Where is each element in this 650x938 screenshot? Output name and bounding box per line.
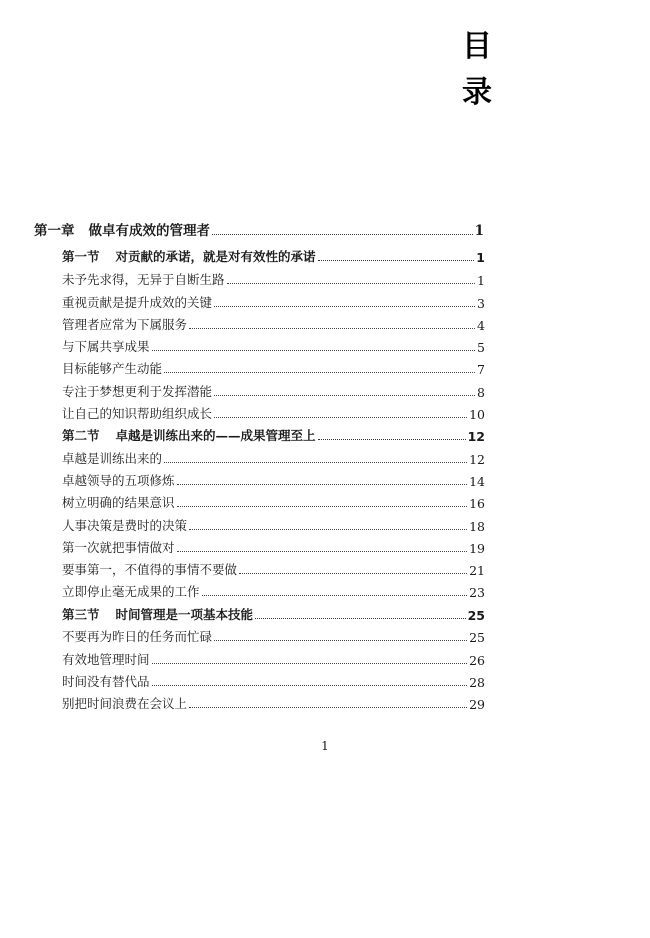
- entry-title: 管理者应常为下属服务: [62, 317, 188, 332]
- entry-page: 16: [469, 496, 485, 511]
- toc-entry[interactable]: [62, 268, 485, 288]
- toc-entry[interactable]: [62, 558, 485, 578]
- toc-entry[interactable]: [62, 291, 485, 311]
- entry-page: 3: [477, 296, 485, 311]
- entry-page: 10: [469, 407, 485, 422]
- dot-leader: [214, 306, 475, 307]
- dot-leader: [318, 439, 466, 440]
- toc-section-1[interactable]: [62, 245, 485, 265]
- toc-entry[interactable]: [62, 514, 485, 534]
- toc-heading-char-1: 目: [462, 29, 492, 64]
- entry-title: 目标能够产生动能: [62, 361, 163, 376]
- dot-leader: [214, 417, 467, 418]
- entry-title: 专注于梦想更利于发挥潜能: [62, 384, 213, 399]
- toc-entry[interactable]: [62, 447, 485, 467]
- entry-page: 7: [477, 362, 485, 377]
- toc-entry[interactable]: [62, 335, 485, 355]
- entry-page: 21: [469, 563, 485, 578]
- entry-title: 重视贡献是提升成效的关键: [62, 295, 213, 310]
- section-page: 25: [467, 608, 485, 623]
- entry-title: 未予先求得，无异于自断生路: [62, 272, 225, 287]
- dot-leader: [152, 685, 468, 686]
- entry-page: 8: [477, 385, 485, 400]
- dot-leader: [255, 618, 466, 619]
- dot-leader: [202, 595, 468, 596]
- entry-title: 与下属共享成果: [62, 339, 150, 354]
- dot-leader: [227, 283, 475, 284]
- dot-leader: [189, 328, 475, 329]
- toc-entry[interactable]: [62, 402, 485, 422]
- entry-title: 别把时间浪费在会议上: [62, 696, 188, 711]
- toc-entry[interactable]: [62, 380, 485, 400]
- dot-leader: [239, 573, 467, 574]
- toc-entry[interactable]: [62, 692, 485, 712]
- toc-entry[interactable]: [62, 536, 485, 556]
- dot-leader: [177, 506, 468, 507]
- chapter-title: 做卓有成效的管理者: [88, 223, 210, 239]
- entry-page: 4: [477, 318, 485, 333]
- section-title: 时间管理是一项基本技能: [115, 607, 254, 622]
- toc-heading: [462, 24, 502, 116]
- entry-page: 29: [469, 697, 485, 712]
- entry-page: 19: [469, 541, 485, 556]
- dot-leader: [318, 260, 475, 261]
- section-label: 第二节: [62, 428, 100, 443]
- dot-leader: [212, 234, 473, 235]
- entry-title: 人事决策是费时的决策: [62, 518, 188, 533]
- toc-entry[interactable]: [62, 648, 485, 668]
- dot-leader: [189, 707, 467, 708]
- section-title: 对贡献的承诺，就是对有效性的承诺: [115, 249, 316, 264]
- entry-page: 12: [469, 452, 485, 467]
- entry-title: 卓越领导的五项修炼: [62, 473, 175, 488]
- dot-leader: [189, 529, 467, 530]
- section-label: 第三节: [62, 607, 100, 622]
- entry-title: 树立明确的结果意识: [62, 495, 175, 510]
- toc-entry[interactable]: [62, 625, 485, 645]
- entry-page: 14: [469, 474, 485, 489]
- entry-title: 不要再为昨日的任务而忙碌: [62, 629, 213, 644]
- entry-title: 立即停止毫无成果的工作: [62, 584, 200, 599]
- toc-entry[interactable]: [62, 491, 485, 511]
- dot-leader: [177, 551, 468, 552]
- dot-leader: [177, 484, 468, 485]
- section-page: 12: [467, 429, 485, 444]
- entry-page: 18: [469, 519, 485, 534]
- chapter-label: 第一章: [34, 223, 75, 239]
- entry-page: 5: [477, 340, 485, 355]
- dot-leader: [152, 663, 468, 664]
- toc-section-3[interactable]: [62, 603, 485, 623]
- dot-leader: [152, 350, 475, 351]
- entry-title: 有效地管理时间: [62, 652, 150, 667]
- entry-page: 23: [469, 585, 485, 600]
- entry-title: 要事第一，不值得的事情不要做: [62, 562, 238, 577]
- dot-leader: [164, 372, 475, 373]
- dot-leader: [214, 395, 475, 396]
- toc-entry[interactable]: [62, 313, 485, 333]
- dot-leader: [164, 462, 467, 463]
- section-label: 第一节: [62, 249, 100, 264]
- entry-title: 第一次就把事情做对: [62, 540, 175, 555]
- entry-page: 26: [469, 653, 485, 668]
- toc-entry[interactable]: [62, 357, 485, 377]
- toc-entry[interactable]: [62, 670, 485, 690]
- toc-entry[interactable]: [62, 580, 485, 600]
- toc-entry[interactable]: [62, 469, 485, 489]
- toc-section-2[interactable]: [62, 424, 485, 444]
- entry-title: 让自己的知识帮助组织成长: [62, 406, 213, 421]
- entry-page: 25: [469, 630, 485, 645]
- section-title: 卓越是训练出来的——成果管理至上: [115, 428, 316, 443]
- entry-title: 卓越是训练出来的: [62, 451, 163, 466]
- toc-chapter-1[interactable]: [34, 219, 484, 239]
- dot-leader: [214, 640, 467, 641]
- toc-heading-char-2: 录: [462, 75, 492, 110]
- section-page: 1: [476, 250, 485, 265]
- chapter-page: 1: [474, 223, 484, 239]
- entry-title: 时间没有替代品: [62, 674, 150, 689]
- entry-page: 28: [469, 675, 485, 690]
- entry-page: 1: [477, 273, 485, 288]
- footer-page-number: 1: [321, 739, 329, 753]
